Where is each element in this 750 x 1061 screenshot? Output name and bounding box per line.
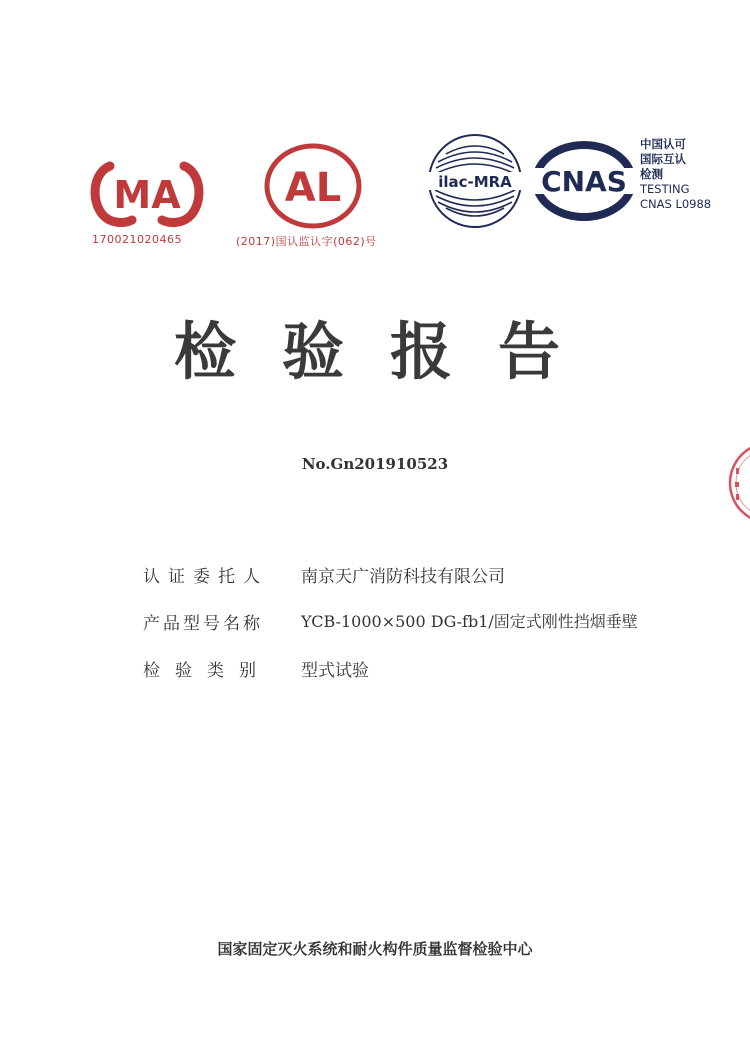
cnas-accreditation-text [640, 137, 711, 212]
report-number: No.Gn201910523 [301, 455, 449, 473]
product-value: YCB-1000×500 DG-fb1/固定式刚性挡烟垂壁 [301, 612, 638, 631]
cal-mark: AL [284, 165, 342, 211]
report-title: 检验报告 [173, 315, 606, 388]
cnas-line: 国际互认 [640, 152, 686, 166]
inspection-type-label: 检验类别 [143, 661, 271, 681]
cnas-mark: CNAS [541, 165, 627, 198]
cnas-line: 检测 [640, 167, 663, 181]
ilac-mark: ilac-MRA [438, 173, 512, 191]
cnas-line: 中国认可 [640, 137, 686, 151]
ilac-mra-logo [426, 132, 524, 230]
cnas-line: TESTING [640, 182, 690, 196]
client-value: 南京天广消防科技有限公司 [301, 567, 505, 587]
cma-mark: MA [113, 173, 181, 217]
cal-logo [263, 143, 363, 229]
cma-number: 170021020465 [92, 233, 182, 246]
cnas-logo [530, 138, 638, 224]
cnas-line: CNAS L0988 [640, 197, 712, 211]
client-label: 认证委托人 [143, 567, 268, 587]
seal-stamp [724, 438, 750, 528]
cma-logo [88, 158, 206, 228]
cal-number: (2017)国认监认字(062)号 [236, 235, 377, 248]
issuer-name: 国家固定灭火系统和耐火构件质量监督检验中心 [217, 940, 533, 958]
product-label: 产品型号名称 [143, 614, 263, 634]
inspection-type-value: 型式试验 [301, 661, 369, 681]
